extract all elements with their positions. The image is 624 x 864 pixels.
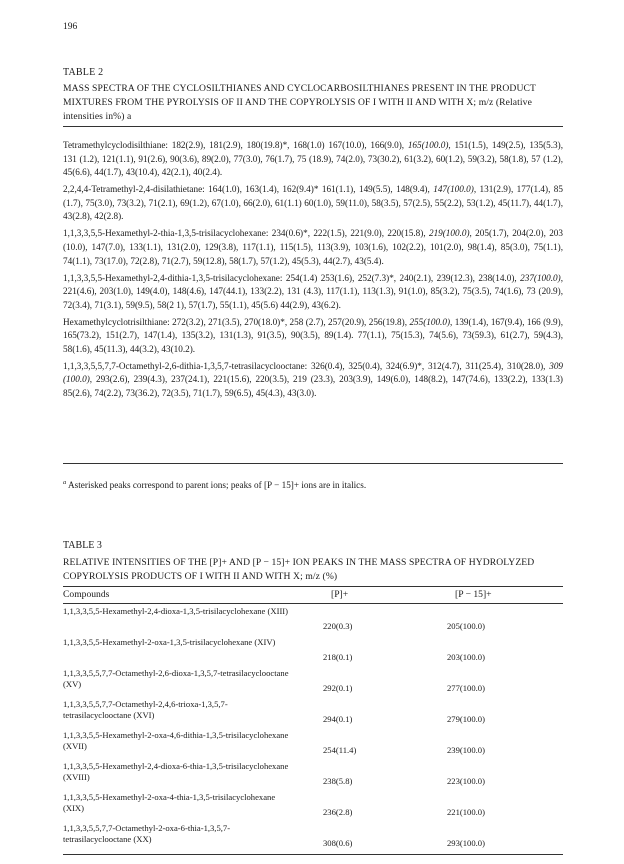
p-value: 218(0.1) [323,652,353,662]
header-compounds: Compounds [63,589,110,600]
table-row [63,792,563,823]
table3-title: TABLE 3 [63,540,102,551]
table2-entry: 1,1,3,3,5,5,7,7-Octamethyl-2,6-dithia-1,3,5,7-tetrasilacyclooctane: 326(0.4), 325(0.4), 324(6.9)*, 312(4.7), 311(25.4), 310(28.0), 309 (100.0), 293(2.6), 239(4.3), 237(24.1), 221(15.6), 220(3.5), 219 (23.3), 203(3.9), 149(6.0), 148(8.2), 147(74.6), 133(2.2), 133(1.3) 85(2.6), 74(2.2), 73(36.2), 72(3.5), 71(1.7), 59(6.5), 45(4.3), 43(3.0). [63,360,563,399]
table2-entry: 1,1,3,3,5,5-Hexamethyl-2-thia-1,3,5-trisilacyclohexane: 234(0.6)*, 222(1.5), 221(9.0), 220(15.8), 219(100.0), 205(1.7), 204(2.0), 203 (10.0), 147(7.0), 133(1.1), 131(2.0), 129(3.8), 117(1.1), 115(1.5), 113(3.9), 103(1.6), 102(2.2), 101(2.0), 98(1.4), 85(3.0), 75(1.1), 74(1.1), 73(17.0), 72(2.8), 71(2.7), 59(12.8), 58(1.7), 57(1.2), 45(5.3), 44(2.7), 43(5.4). [63,228,563,266]
table3-caption: RELATIVE INTENSITIES OF THE [P]+ AND [P − 15]+ ION PEAKS IN THE MASS SPECTRA OF HYDROLYZED COPYROLYSIS PRODUCTS OF I WITH II AND WITH X; m/z (%) [63,557,535,582]
table2-footnote [63,479,366,490]
table3-header-rule [63,603,563,604]
compound-name: 1,1,3,3,5,5,7,7-Octamethyl-2-oxa-6-thia-1,3,5,7-tetrasilacyclooctane (XX) [63,823,231,844]
compound-name: 1,1,3,3,5,5,7,7-Octamethyl-2,6-dioxa-1,3,5,7-tetrasilacyclooctane (XV) [63,668,289,689]
table2-body [63,139,563,404]
compound-name: 1,1,3,3,5,5-Hexamethyl-2-oxa-1,3,5-trisilacyclohexane (XIV) [63,637,276,647]
compound-name: 1,1,3,3,5,5-Hexamethyl-2-oxa-4,6-dithia-1,3,5-trisilacyclohexane (XVII) [63,730,289,751]
p-value: 294(0.1) [323,714,353,724]
table2-title: TABLE 2 [63,67,104,78]
p-value: 292(0.1) [323,683,353,693]
table2-entry: 2,2,4,4-Tetramethyl-2,4-disilathietane: 164(1.0), 163(1.4), 162(9.4)* 161(1.1), 149(5.5), 148(9.4), 147(100.0), 131(2.9), 177(1.4), 85 (1.7), 75(3.0), 73(3.2), 71(2.1), 69(1.2), 67(1.0), 66(2.0), 61(1.1) 60(1.0), 59(11.0), 58(3.5), 57(2.5), 55(2.2), 53(1.2), 45(11.7), 44(1.7), 43(2.8), 42(2.8). [63,184,563,222]
compound-name: 1,1,3,3,5,5-Hexamethyl-2-oxa-4-thia-1,3,5-trisilacyclohexane (XIX) [63,792,276,813]
table2-top-rule [63,126,563,127]
header-p15: [P − 15]+ [455,589,492,600]
table2-caption: MASS SPECTRA OF THE CYCLOSILTHIANES AND CYCLOCARBOSILTHIANES PRESENT IN THE PRODUCT MIXTURES FROM THE PYROLYSIS OF II AND THE COPYROLYSIS OF I WITH II AND WITH X; m/z (Relative intensities in%) a [63,83,536,122]
p15-value: 203(100.0) [447,652,485,662]
compound-name: 1,1,3,3,5,5-Hexamethyl-2,4-dioxa-1,3,5-trisilacyclohexane (XIII) [63,606,289,616]
table2-entry: 1,1,3,3,5,5-Hexamethyl-2,4-dithia-1,3,5-trisilacyclohexane: 254(1.4) 253(1.6), 252(7.3)*, 240(2.1), 239(12.3), 238(14.0), 237(100.0), 221(4.6), 203(1.0), 149(4.0), 148(4.6), 147(44.1), 133(2.2), 131 (4.3), 117(1.1), 113(1.3), 91(1.0), 85(3.2), 75(3.5), 74(1.6), 73 (20.9), 72(3.4), 71(3.1), 59(9.5), 58(2 1), 57(1.7), 55(1.1), 45(5.6) 44(2.9), 43(6.2). [63,272,563,310]
table-row [63,699,563,730]
p-value: 254(11.4) [323,745,357,755]
table2-entry: Tetramethylcyclodisilthiane: 182(2.9), 181(2.9), 180(19.8)*, 168(1.0) 167(10.0), 166(9.0), 165(100.0), 151(1.5), 149(2.5), 135(5.3), 131 (1.2), 121(1.1), 91(2.6), 90(3.6), 89(2.0), 77(3.0), 76(1.7), 75 (18.9), 74(2.0), 73(30.2), 61(3.2), 60(1.2), 59(3.2), 58(1.8), 57 (1.2), 45(6.6), 44(1.7), 43(10.4), 42(2.1), 40(2.4). [63,140,564,178]
table-row [63,823,563,854]
p-value: 236(2.8) [323,807,353,817]
table-row [63,668,563,699]
p15-value: 205(100.0) [447,621,485,631]
table2-entry: Hexamethylcyclotrisilthiane: 272(3.2), 271(3.5), 270(18.0)*, 258 (2.7), 257(20.9), 256(19.8), 255(100.0), 139(1.4), 167(9.4), 166 (9.9), 165(73.2), 151(2.7), 147(1.4), 135(3.2), 131(1.3), 91(3.5), 90(3.5), 89(1.4). 77(1.1), 75(15.3), 74(5.6), 73(59.3), 61(2.7), 59(4.3), 58(1.6), 45(11.3), 44(3.2), 43(10.2). [63,316,564,354]
table2-bottom-rule [63,463,563,464]
p-value: 308(0.6) [323,838,353,848]
table-row [63,730,563,761]
footnote-text: Asterisked peaks correspond to parent ions; peaks of [P − 15]+ ions are in italics. [68,480,367,491]
table3-header-row [63,588,563,602]
table3-rows [63,606,563,854]
compound-name: 1,1,3,3,5,5,7,7-Octamethyl-2,4,6-trioxa-1,3,5,7-tetrasilacyclooctane (XVI) [63,699,228,720]
table3-bottom-rule [63,854,563,855]
p15-value: 277(100.0) [447,683,485,693]
page-number: 196 [63,22,78,32]
p15-value: 223(100.0) [447,776,485,786]
p-value: 220(0.3) [323,621,353,631]
footnote-mark: a [63,479,67,486]
p15-value: 293(100.0) [447,838,485,848]
table3-top-rule [63,586,563,587]
p15-value: 239(100.0) [447,745,485,755]
compound-name: 1,1,3,3,5,5-Hexamethyl-2,4-dioxa-6-thia-1,3,5-trisilacyclohexane (XVIII) [63,761,289,782]
table-row [63,637,563,668]
p15-value: 221(100.0) [447,807,485,817]
p15-value: 279(100.0) [447,714,485,724]
p-value: 238(5.8) [323,776,353,786]
header-p: [P]+ [331,589,349,600]
table-row [63,606,563,637]
table-row [63,761,563,792]
